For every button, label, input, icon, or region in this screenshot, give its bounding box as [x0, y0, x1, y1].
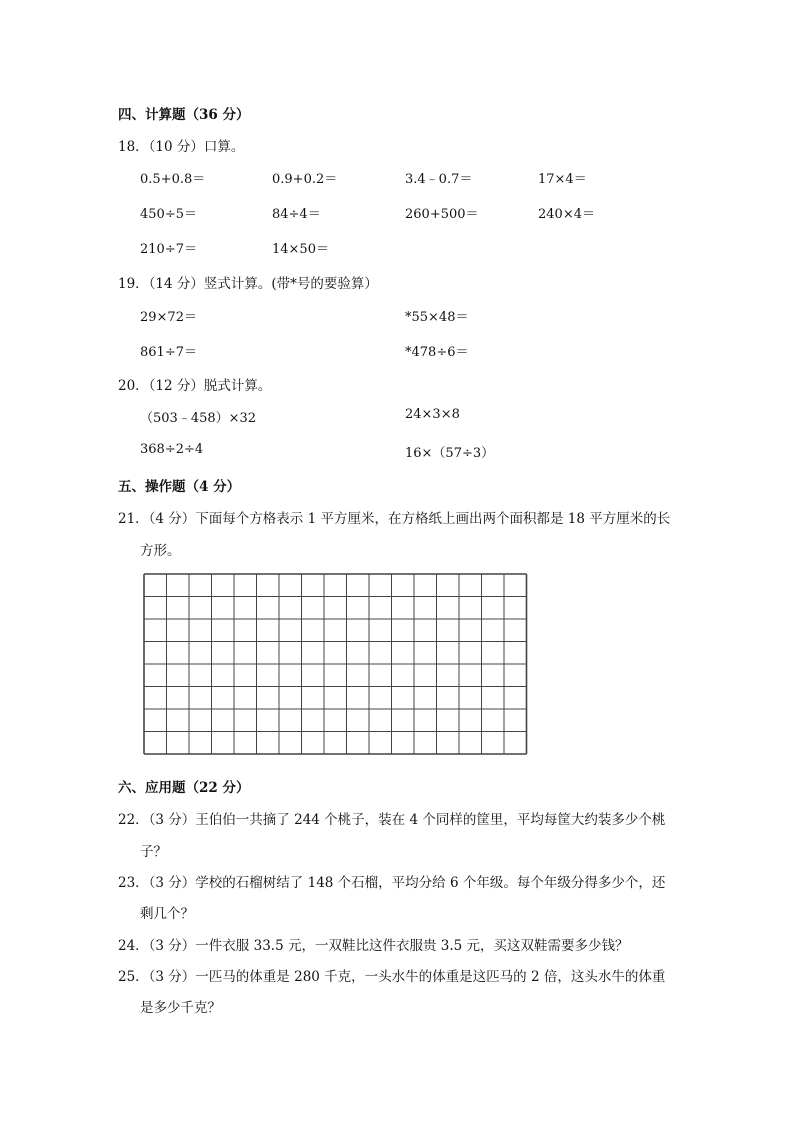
section-6-title: 六、应用题（22 分）	[118, 780, 250, 796]
section-5-title: 五、操作题（4 分）	[118, 479, 241, 495]
q19-item: *478÷6＝	[405, 345, 469, 360]
q18-item: 0.5+0.8＝	[140, 172, 206, 187]
question-22-line-1: 22．（3 分）王伯伯一共摘了 244 个桃子，装在 4 个同样的筐里，平均每筐大约装多少个桃	[118, 812, 666, 828]
question-23-line-1: 23．（3 分）学校的石榴树结了 148 个石榴，平均分给 6 个年级。每个年级分得多少个，还	[118, 875, 666, 891]
q20-item: （503﹣458）×32	[140, 411, 257, 426]
question-25-line-2: 是多少千克？	[140, 1000, 221, 1016]
q18-item: 3.4﹣0.7＝	[405, 172, 473, 187]
q18-item: 0.9+0.2＝	[272, 172, 338, 187]
q18-item: 450÷5＝	[140, 207, 197, 222]
question-20: 20．（12 分）脱式计算。	[118, 378, 272, 394]
q19-item: *55×48＝	[405, 310, 469, 325]
q18-item: 17×4＝	[538, 172, 587, 187]
q20-item: 16×（57÷3）	[405, 446, 495, 461]
section-4-title: 四、计算题（36 分）	[118, 107, 250, 123]
question-18: 18．（10 分）口算。	[118, 139, 245, 155]
question-25-line-1: 25．（3 分）一匹马的体重是 280 千克，一头水牛的体重是这匹马的 2 倍，这头水牛的体重	[118, 969, 666, 985]
question-24: 24．（3 分）一件衣服 33.5 元，一双鞋比这件衣服贵 3.5 元，买这双鞋需要多少钱？	[118, 938, 629, 954]
q20-item: 24×3×8	[405, 407, 460, 422]
q19-item: 29×72＝	[140, 310, 197, 325]
square-grid-paper[interactable]	[142, 572, 532, 764]
q18-item: 210÷7＝	[140, 242, 197, 257]
q18-item: 84÷4＝	[272, 207, 321, 222]
q18-item: 240×4＝	[538, 207, 595, 222]
question-19: 19．（14 分）竖式计算。(带*号的要验算）	[118, 276, 378, 292]
question-21-line-1: 21．（4 分）下面每个方格表示 1 平方厘米，在方格纸上画出两个面积都是 18 平方厘米的长	[118, 511, 671, 527]
q18-item: 14×50＝	[272, 242, 329, 257]
q20-item: 368÷2÷4	[140, 442, 204, 457]
question-22-line-2: 子？	[140, 844, 167, 860]
question-23-line-2: 剩几个？	[140, 906, 194, 922]
question-21-line-2: 方形。	[140, 543, 181, 559]
q19-item: 861÷7＝	[140, 345, 197, 360]
q18-item: 260+500＝	[405, 207, 479, 222]
